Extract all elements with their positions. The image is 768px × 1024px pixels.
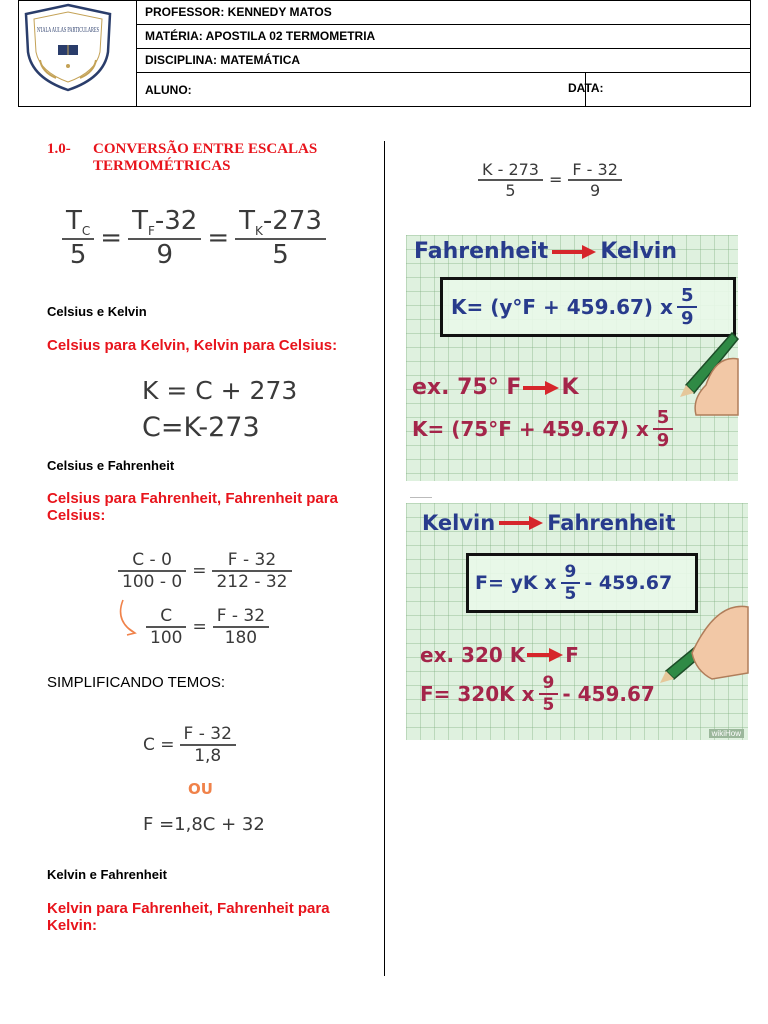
hand-pencil-icon: [666, 315, 738, 415]
fahrenheit-fraction: $\frac{T_F-32}{9}$: [128, 206, 201, 270]
fahrenheit-to-kelvin-panel: [406, 235, 738, 481]
arrow-right-icon: [527, 648, 563, 662]
kelvin-fahrenheit-heading: Kelvin e Fahrenheit: [47, 867, 167, 882]
kelvin-fahrenheit-subheading: Kelvin para Fahrenheit, Fahrenheit para Kelvin:: [47, 900, 330, 934]
data-field: DATA:: [568, 81, 604, 95]
panel1-example-formula: K= (75°F + 459.67) x $\frac{5}{9}$: [412, 407, 673, 451]
kelvin-to-fahrenheit-panel: [406, 503, 748, 740]
logo-text: N'IALA AULAS PARTICULARES: [37, 26, 100, 34]
disciplina-row: DISCIPLINA: MATEMÁTICA: [137, 49, 750, 73]
panel1-example: ex. 75° F K: [412, 375, 579, 400]
curved-arrow-icon: [115, 598, 143, 638]
celsius-fraction: $\frac{T_C}{5}$: [62, 206, 94, 270]
professor-row: PROFESSOR: KENNEDY MATOS: [137, 1, 750, 25]
panel1-formula-box: K= (y°F + 459.67) x $\frac{5}{9}$: [440, 277, 736, 337]
celsius-fahrenheit-ratio: $\frac{C - 0}{100 - 0}$ = $\frac{F - 32}{212 - 32}$: [118, 550, 292, 592]
section-title: CONVERSÃO ENTRE ESCALAS TERMOMÉTRICAS: [93, 141, 318, 174]
simplify-label: SIMPLIFICANDO TEMOS:: [47, 674, 226, 691]
celsius-formula: C = $\frac{F - 32}{1,8}$: [143, 724, 236, 766]
kelvin-from-celsius-formula: K = C + 273: [142, 376, 298, 405]
section-number: 1.0-: [47, 141, 71, 157]
celsius-fahrenheit-subheading: Celsius para Fahrenheit, Fahrenheit para Celsius:: [47, 490, 338, 524]
column-divider: [384, 141, 385, 976]
main-formula: $\frac{T_C}{5}$ = $\frac{T_F-32}{9}$ = $\frac{T_K-273}{5}$: [62, 206, 326, 270]
ou-label: OU: [188, 780, 213, 798]
panel1-title: Fahrenheit Kelvin: [414, 239, 677, 264]
panel2-example: ex. 320 K F: [420, 643, 579, 667]
simplified-ratio: $\frac{C}{100}$ = $\frac{F - 32}{180}$: [146, 606, 269, 648]
hand-pencil-icon: [656, 593, 748, 693]
panel2-example-formula: F= 320K x $\frac{9}{5}$ - 459.67: [420, 673, 655, 715]
arrow-right-icon: [523, 381, 559, 395]
panel2-title: Kelvin Fahrenheit: [422, 511, 676, 535]
celsius-fahrenheit-heading: Celsius e Fahrenheit: [47, 458, 175, 473]
panel2-formula-box: F= yK x $\frac{9}{5}$ - 459.67: [466, 553, 698, 613]
header-table: [18, 0, 751, 107]
celsius-kelvin-subheading: Celsius para Kelvin, Kelvin para Celsius:: [47, 337, 338, 354]
kelvin-fraction: $\frac{T_K-273}{5}$: [235, 206, 326, 270]
arrow-right-icon: [552, 245, 596, 259]
school-logo: [18, 2, 118, 92]
watermark: wikiHow: [709, 729, 744, 738]
materia-row: MATÉRIA: APOSTILA 02 TERMOMETRIA: [137, 25, 750, 49]
celsius-kelvin-heading: Celsius e Kelvin: [47, 304, 147, 319]
aluno-field: ALUNO:: [145, 83, 192, 97]
fahrenheit-formula: F =1,8C + 32: [143, 814, 265, 835]
kelvin-fahrenheit-ratio: $\frac{K - 273}{5}$ = $\frac{F - 32}{9}$: [478, 160, 622, 200]
panel-separator: [410, 497, 432, 498]
celsius-from-kelvin-formula: C=K-273: [142, 412, 260, 443]
arrow-right-icon: [499, 516, 543, 530]
